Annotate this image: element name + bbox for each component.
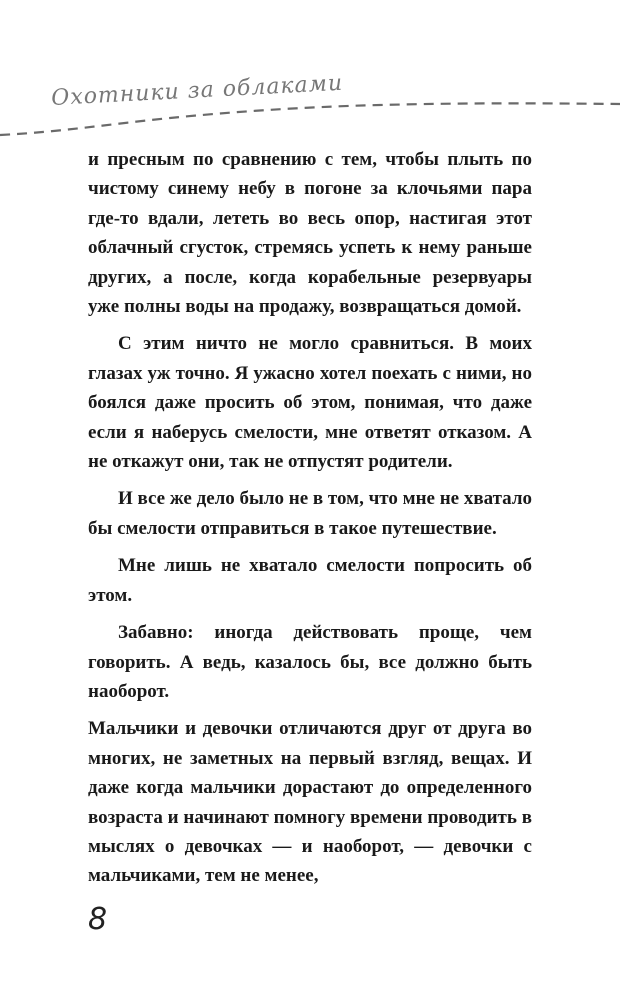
paragraph: Мальчики и девочки отличаются друг от друга во многих, не заметных на первый взгляд, вещах. И даже когда мальчики дорастают до определенного возраста и начинают помногу времени проводить в мыслях о девочках — и наоборот, — девочки с мальчиками, тем не менее, (88, 718, 532, 887)
paragraph: И все же дело было не в том, что мне не хватало бы смелости отправиться в такое путешествие. (88, 488, 532, 539)
paragraph: и пресным по сравнению с тем, чтобы плыть по чистому синему небу в погоне за клочьями пара где-то вдали, лететь во весь опор, настигая этот облачный сгусток, стремясь успеть к нему раньше других, а после, когда корабельные резервуары уже полны воды на продажу, возвращаться домой. (88, 149, 532, 318)
paragraph: С этим ничто не могло сравниться. В моих глазах уж точно. Я ужасно хотел поехать с ними, но боялся даже просить об этом, понимая, что даже если я наберусь смелости, мне ответят отказом. А не откажут они, так не отпустят родители. (88, 333, 532, 473)
paragraph: Забавно: иногда действовать проще, чем говорить. А ведь, казалось бы, все должно быть наоборот. (88, 622, 532, 702)
page-number: 8 (88, 902, 108, 937)
page-body (88, 145, 532, 899)
paragraph: Мне лишь не хватало смелости попросить об этом. (88, 555, 532, 606)
page-header (0, 60, 620, 150)
running-title: Охотники за облаками (50, 70, 344, 111)
